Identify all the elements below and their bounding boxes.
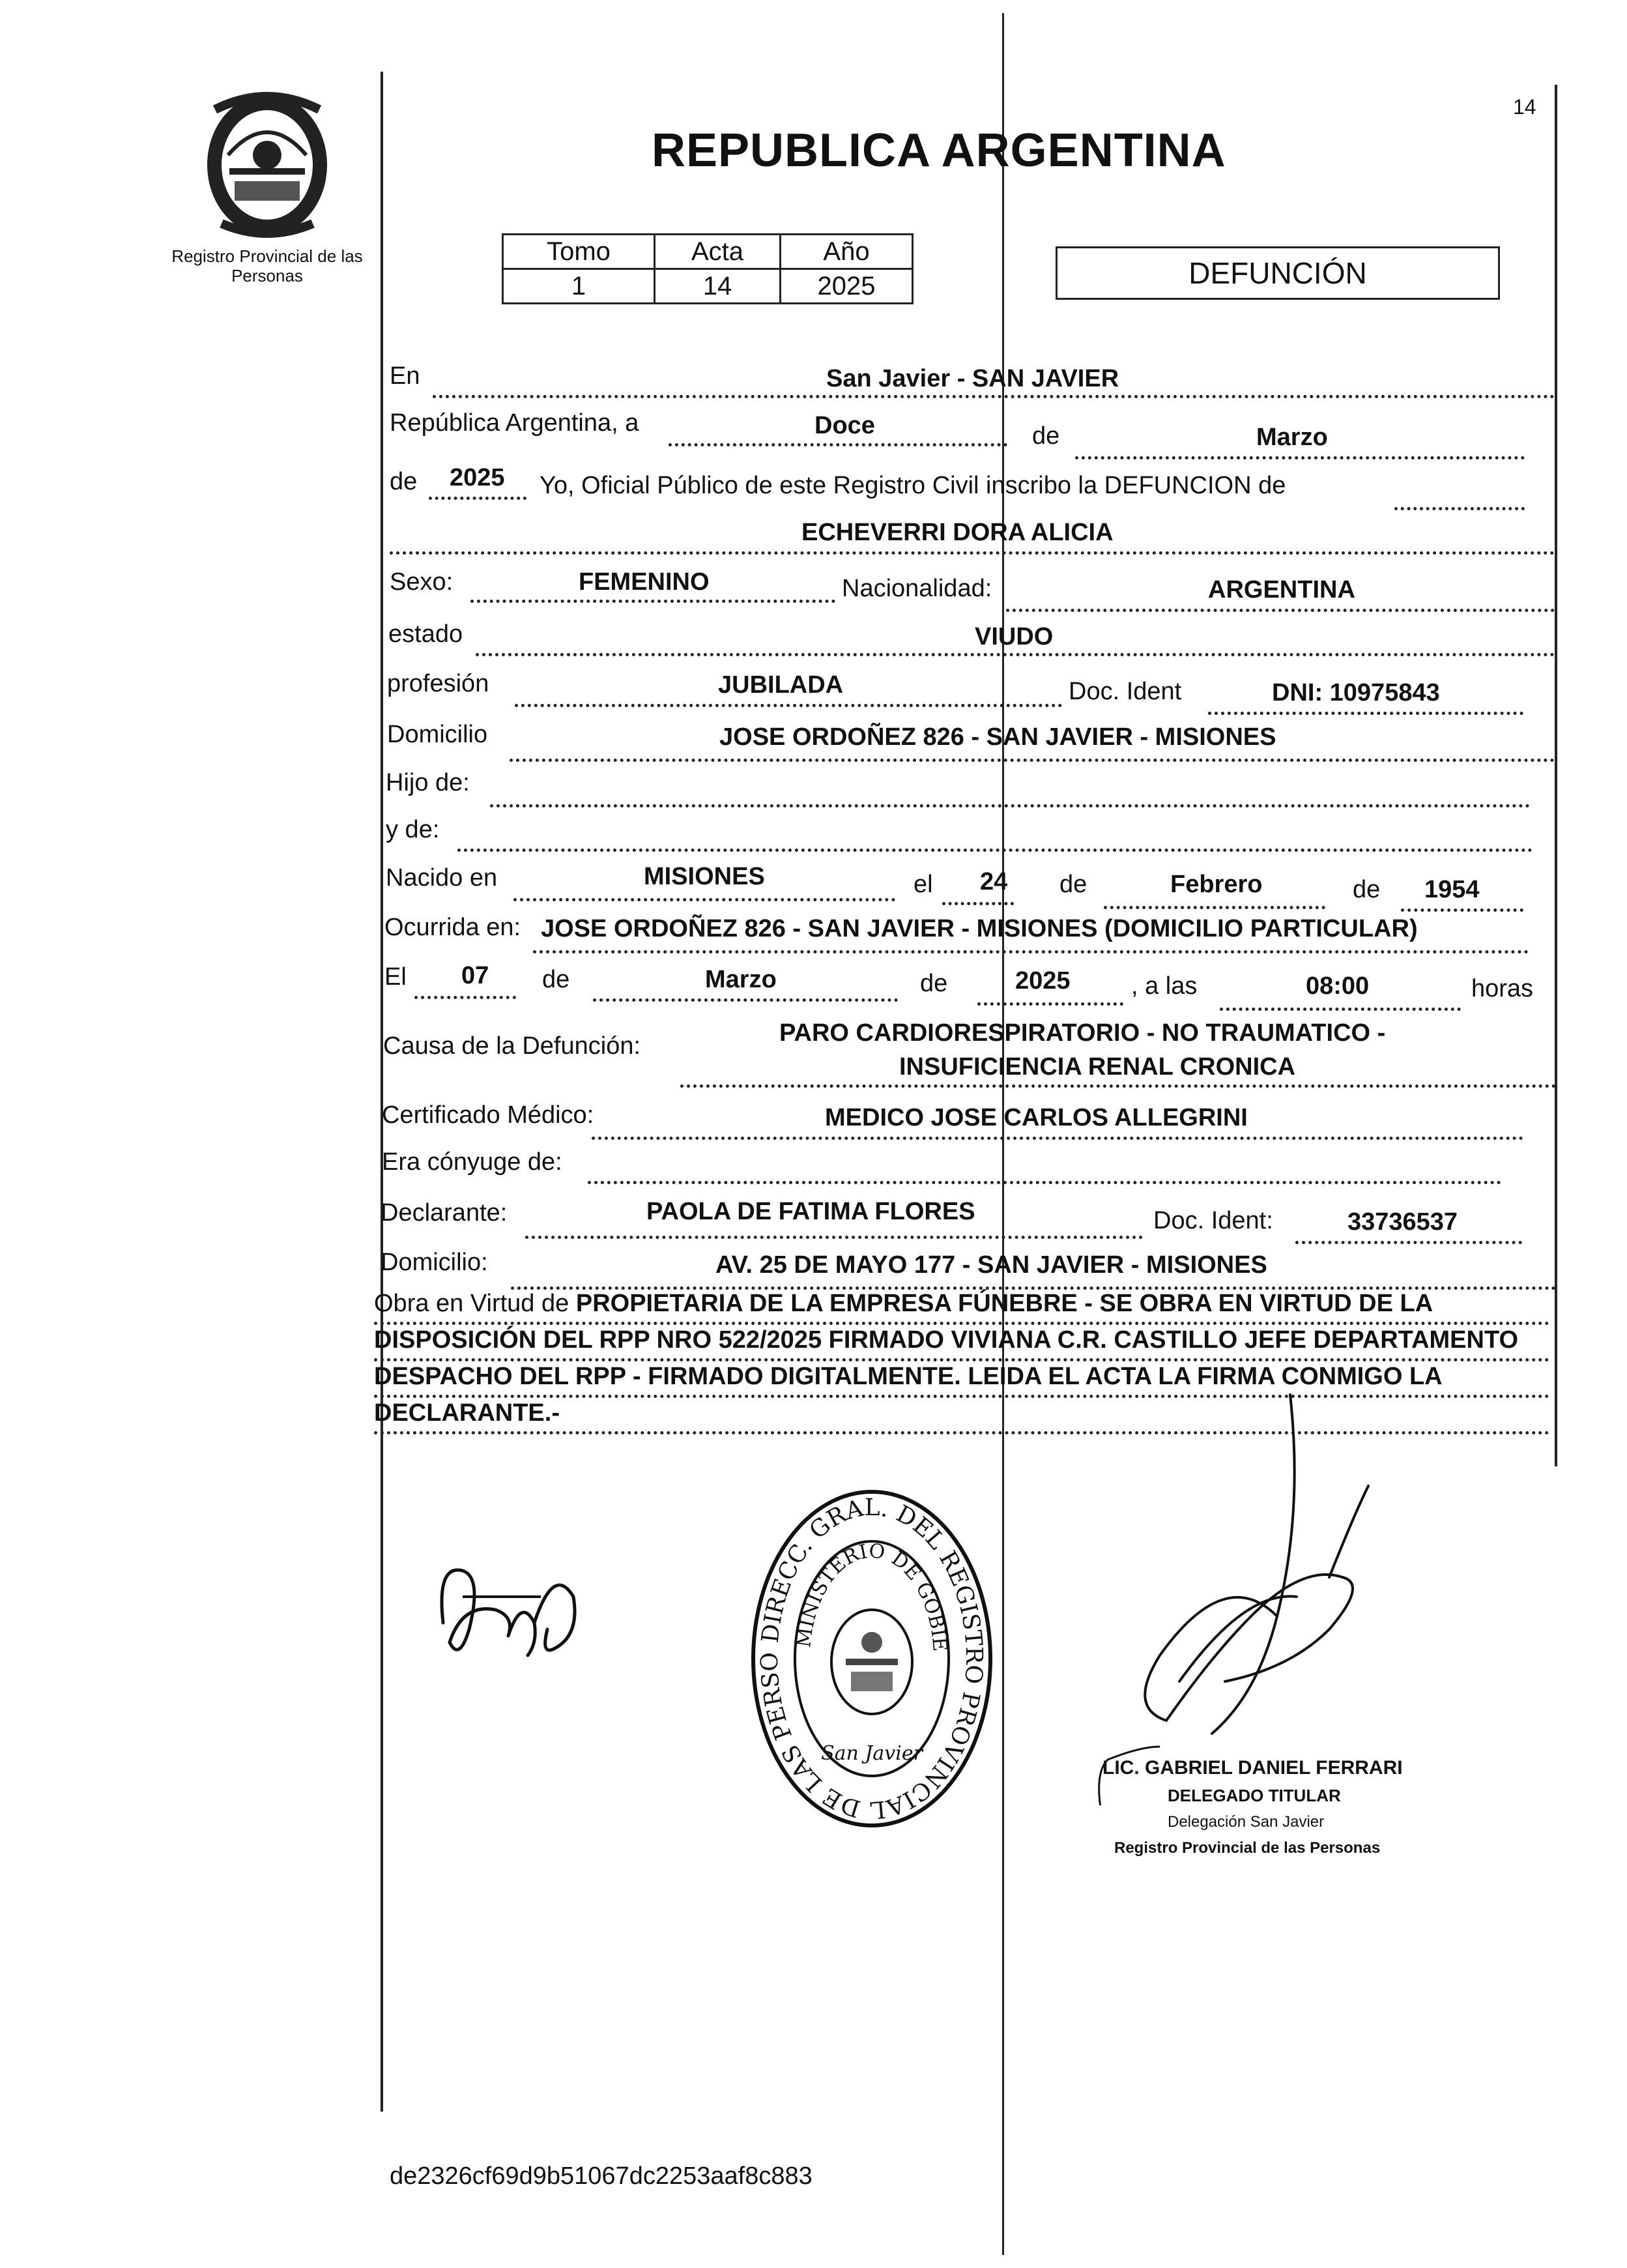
doc-label: Doc. Ident [1069, 678, 1182, 705]
ocurrida-dotline [533, 950, 1529, 953]
declarante-value: PAOLA DE FATIMA FLORES [646, 1198, 975, 1225]
decl-domicilio-label: Domicilio: [381, 1249, 488, 1276]
mes-dotline [1075, 456, 1525, 459]
def-de2-label: de [920, 970, 948, 997]
tomo-header: Tomo [503, 235, 655, 269]
causa-dotline [680, 1084, 1556, 1088]
dia-dotline [669, 443, 1007, 446]
def-dia-dotline [414, 996, 516, 999]
official-seal [748, 1486, 996, 1831]
seal-place: San Javier [821, 1742, 923, 1765]
dia-value: Doce [814, 412, 875, 439]
el-label: el [914, 871, 933, 898]
record-table [502, 233, 914, 304]
hora-value: 08:00 [1306, 972, 1370, 1000]
sexo-label: Sexo: [390, 568, 454, 596]
decl-domicilio-value: AV. 25 DE MAYO 177 - SAN JAVIER - MISIONES [715, 1251, 1267, 1279]
causa-line2: INSUFICIENCIA RENAL CRONICA [899, 1053, 1296, 1081]
def-anio-value: 2025 [1015, 967, 1071, 995]
declarante-dotline [525, 1236, 1143, 1239]
hijo-label: Hijo de: [386, 769, 470, 796]
hijo-dotline [490, 804, 1530, 807]
conyuge-label: Era cónyuge de: [382, 1148, 562, 1176]
mes-value: Marzo [1256, 424, 1328, 451]
inscribo-dotline [1394, 507, 1525, 510]
seal-inner-text: MINISTERIO DE GOBIE [792, 1539, 951, 1653]
acta-header: Acta [655, 235, 781, 269]
certificado-label: Certificado Médico: [382, 1101, 594, 1129]
nac-anio-value: 1954 [1424, 876, 1480, 903]
official-org: Registro Provincial de las Personas [1114, 1839, 1381, 1857]
sexo-dotline [470, 600, 835, 603]
official-signature [1082, 1382, 1447, 1805]
decl-doc-value: 33736537 [1347, 1208, 1458, 1236]
nac-mes-dotline-2 [1104, 906, 1325, 909]
nacionalidad-dotline [1006, 609, 1555, 612]
deceased-name: ECHEVERRI DORA ALICIA [801, 519, 1114, 546]
republica-label: República Argentina, a [390, 409, 639, 437]
el-fecha-label: El [384, 963, 407, 991]
official-name: LIC. GABRIEL DANIEL FERRARI [1102, 1757, 1403, 1779]
ocurrida-value: JOSE ORDOÑEZ 826 - SAN JAVIER - MISIONES (DOMICILIO PARTICULAR) [541, 915, 1418, 942]
alas-label: , a las [1131, 972, 1198, 1000]
declarante-label: Declarante: [381, 1199, 508, 1227]
nac-dia-value: 24 [980, 868, 1008, 895]
tomo-value: 1 [503, 269, 655, 304]
def-mes-dotline [593, 998, 898, 1002]
obra-label: Obra en Virtud de [374, 1290, 569, 1317]
profesion-label: profesión [387, 670, 489, 697]
nac-mes-value: Febrero [1170, 871, 1263, 898]
domicilio-label: Domicilio [387, 721, 488, 748]
nacionalidad-label: Nacionalidad: [842, 575, 992, 602]
province-emblem [189, 83, 345, 240]
certificado-dotline [592, 1137, 1523, 1140]
estado-label: estado [388, 620, 463, 648]
domicilio-dotline [510, 759, 1555, 762]
doc-dotline [1208, 712, 1523, 715]
anio-value: 2025 [450, 464, 505, 491]
estado-dotline [476, 653, 1555, 656]
doc-value: DNI: 10975843 [1272, 679, 1440, 706]
seal-outer-text: DIRECC. GRAL. DEL REGISTRO PROVINCIAL DE LAS PERSO [756, 1494, 988, 1824]
obra-underline-2 [374, 1358, 1549, 1361]
nacionalidad-value: ARGENTINA [1208, 576, 1355, 603]
document-hash: de2326cf69d9b51067dc2253aaf8c883 [390, 2162, 813, 2190]
place-value: San Javier - SAN JAVIER [826, 365, 1119, 392]
hora-dotline [1220, 1008, 1461, 1011]
estado-value: VIUDO [975, 623, 1054, 650]
ocurrida-label: Ocurrida en: [384, 914, 521, 941]
declarant-signature [424, 1525, 593, 1694]
fold-line [1002, 13, 1004, 2255]
page-number: 14 [1513, 95, 1536, 119]
causa-line1: PARO CARDIORESPIRATORIO - NO TRAUMATICO - [779, 1019, 1386, 1047]
nombre-dotline [390, 551, 1555, 555]
certificado-value: MEDICO JOSE CARLOS ALLEGRINI [825, 1104, 1248, 1131]
def-dia-value: 07 [461, 962, 489, 989]
nac-de-label: de [1059, 871, 1087, 898]
domicilio-value: JOSE ORDOÑEZ 826 - SAN JAVIER - MISIONES [719, 723, 1276, 751]
decl-doc-label: Doc. Ident: [1153, 1207, 1273, 1234]
yde-label: y de: [386, 816, 440, 843]
sexo-value: FEMENINO [579, 568, 710, 596]
record-type-box: DEFUNCIÓN [1056, 246, 1500, 300]
de-label: de [1032, 422, 1060, 450]
registry-label: Registro Provincial de las Personas [171, 246, 363, 285]
official-office: Delegación San Javier [1168, 1813, 1325, 1831]
nacido-label: Nacido en [386, 864, 498, 892]
seal-emblem [831, 1610, 912, 1714]
decl-doc-dotline [1295, 1241, 1522, 1244]
horas-label: horas [1471, 975, 1534, 1002]
nac-anio-dotline [1401, 909, 1523, 912]
left-margin-line [381, 72, 383, 2112]
nac-de2-label: de [1353, 876, 1381, 903]
en-dotline [433, 395, 1555, 398]
obra-value: PROPIETARIA DE LA EMPRESA FÚNEBRE - SE OBRA EN VIRTUD DE LA DISPOSICIÓN DEL RPP NRO 522/2025 FIRMADO VIVIANA C.R. CASTILLO JEFE DEPARTAMENTO DESPACHO DEL RPP - FIRMADO DIGITALMENTE. LEIDA EL ACTA LA FIRMA CONMIGO LA DECLARANTE.- [374, 1290, 1519, 1427]
inscribo-text: Yo, Oficial Público de este Registro Civil inscribo la DEFUNCION de [540, 472, 1286, 499]
def-mes-value: Marzo [705, 966, 777, 993]
anio-value: 2025 [781, 269, 913, 304]
causa-label: Causa de la Defunción: [383, 1032, 641, 1060]
official-title: DELEGADO TITULAR [1168, 1786, 1341, 1805]
de2-label: de [390, 468, 418, 495]
profesion-dotline [515, 704, 1062, 707]
anio-header: Año [781, 235, 913, 269]
nacido-value: MISIONES [644, 863, 765, 890]
yde-dotline [457, 849, 1533, 852]
acta-value: 14 [655, 269, 781, 304]
def-anio-dotline [977, 1002, 1123, 1006]
def-de-label: de [542, 966, 570, 993]
en-label: En [390, 362, 420, 390]
profesion-value: JUBILADA [718, 671, 844, 699]
right-margin-line [1555, 85, 1557, 1466]
nac-dia-dotline [942, 902, 1014, 905]
obra-underline-1 [374, 1322, 1549, 1325]
conyuge-dotline [588, 1181, 1501, 1184]
nacido-dotline [513, 898, 895, 901]
page-title: REPUBLICA ARGENTINA [652, 124, 1226, 177]
anio-dotline [429, 497, 526, 500]
